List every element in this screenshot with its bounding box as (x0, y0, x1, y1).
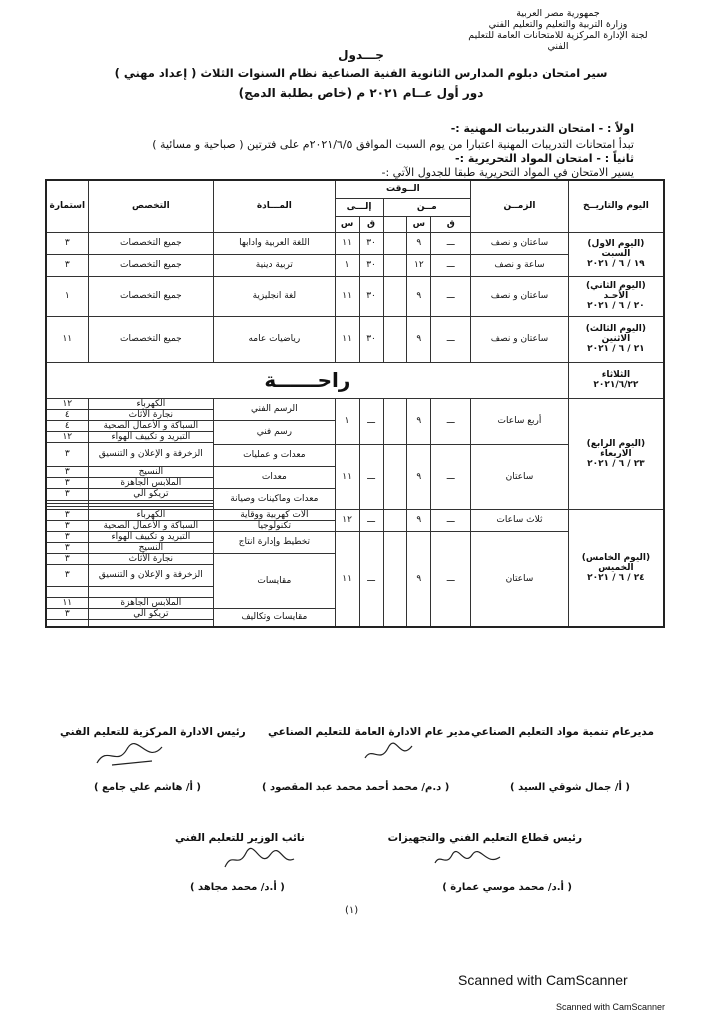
from-min (383, 316, 407, 362)
from-min (383, 276, 407, 316)
duration-cell: ساعتان و نصف (471, 276, 569, 316)
section-first-heading: اولاً : - امتحان التدريبات المهنية :- (450, 122, 634, 135)
specialty-cell: نجارة الأثاث (88, 409, 214, 420)
specialty-spacer (88, 586, 214, 597)
header-day: اليوم والتاريــخ (568, 180, 664, 232)
specialty-cell: جميع التخصصات (88, 316, 214, 362)
header-from-dash (383, 216, 407, 232)
form-cell: ٣ (46, 488, 88, 500)
header-line-3: لجنة الإدارة المركزية للامتحانات العامة للتعليم الفني (468, 30, 648, 52)
day-2-cell: (اليوم الثاني) الأحـد ٢٠ / ٦ / ٢٠٢١ (568, 276, 664, 316)
subject-cell: معدات (214, 466, 336, 488)
specialty-cell: التبريد و تكييف الهواء (88, 531, 214, 542)
day-1-cell: (اليوم الاول) السبت ١٩ / ٦ / ٢٠٢١ (568, 232, 664, 276)
to-hour: ١ (335, 254, 359, 276)
duration-cell: ساعتان (471, 531, 569, 627)
to-min: ـــ (359, 509, 383, 531)
form-cell: ٣ (46, 477, 88, 488)
to-hour: ١١ (335, 276, 359, 316)
from-hour: ٩ (407, 316, 431, 362)
subject-cell: تخطيط وإدارة انتاج (214, 531, 336, 553)
handwritten-signature-5 (220, 845, 300, 875)
signatory-3-name: ( أ/ هاشم علي جامع ) (94, 782, 202, 793)
rest-label: راحــــــة (46, 362, 568, 398)
to-min: ـــ (359, 444, 383, 509)
duration-cell: ساعة و نصف (471, 254, 569, 276)
form-cell: ٣ (46, 608, 88, 619)
subject-cell: تربية دينية (214, 254, 336, 276)
specialty-cell: جميع التخصصات (88, 232, 214, 254)
subject-cell: مقايسات (214, 553, 336, 608)
duration-cell: ثلاث ساعات (471, 509, 569, 531)
to-hour: ١١ (335, 444, 359, 509)
signatory-5-name: ( أ.د/ محمد مجاهد ) (190, 882, 285, 893)
form-cell: ٣ (46, 553, 88, 564)
header-to-h: س (335, 216, 359, 232)
form-cell: ٣ (46, 520, 88, 531)
specialty-cell: الملابس الجاهزة (88, 597, 214, 608)
specialty-cell: الزخرفة و الإعلان و التنسيق (88, 442, 214, 466)
subject-cell: معدات و عمليات (214, 444, 336, 466)
camscanner-watermark: Scanned with CamScanner (458, 972, 628, 988)
subject-cell: تكنولوجيا (214, 520, 336, 531)
to-min: ـــ (359, 398, 383, 444)
handwritten-signature-2 (360, 738, 420, 770)
from-min (383, 444, 407, 509)
to-min: ـــ (359, 531, 383, 627)
from-hour: ٩ (407, 232, 431, 254)
from-min (383, 398, 407, 444)
header-duration: الزمــن (471, 180, 569, 232)
header-time: الــوقت (335, 180, 471, 198)
handwritten-signature-4 (430, 845, 510, 875)
document-subtitle: سير امتحان دبلوم المدارس الثانوية الفنية الصناعية نظام السنوات الثلاث ( إعداد مهني ) (114, 66, 608, 80)
signatory-3-title: رئيس الادارة المركزية للتعليم الفني (60, 726, 246, 738)
signatory-1-title: مديرعام تنمية مواد التعليم الصناعي (471, 726, 654, 738)
header-line-1: جمهورية مصر العربية (516, 8, 600, 19)
duration-cell: ساعتان و نصف (471, 316, 569, 362)
to-min: ٣٠ (359, 232, 383, 254)
from-dash: ـــ (431, 276, 471, 316)
page-number: (١) (345, 905, 359, 916)
header-line-2: وزارة التربية والتعليم والتعليم الفني (488, 19, 628, 30)
section-second-detail: يسير الامتحان في المواد التحريرية طبقا للجدول الآتي :- (381, 166, 634, 179)
signatory-4-name: ( أ.د/ محمد موسي عمارة ) (442, 882, 572, 893)
day-3-cell: (اليوم الثالث) الاثنين ٢١ / ٦ / ٢٠٢١ (568, 316, 664, 362)
from-dash: ـــ (431, 316, 471, 362)
header-from-h: س (407, 216, 431, 232)
subject-cell: لغة انجليزية (214, 276, 336, 316)
form-cell: ٣ (46, 442, 88, 466)
specialty-cell: الكهرباء (88, 509, 214, 520)
specialty-cell: السباكة و الأعمال الصحية (88, 420, 214, 431)
rest-day-cell: الثلاثاء ٢٠٢١/٦/٢٢ (568, 362, 664, 398)
from-dash: ـــ (431, 254, 471, 276)
camscanner-footer: Scanned with CamScanner (556, 1002, 666, 1012)
specialty-cell: التبريد و تكييف الهواء (88, 431, 214, 442)
form-cell: ١ (46, 276, 88, 316)
from-dash: ـــ (431, 509, 471, 531)
ministry-header (458, 8, 658, 52)
form-cell: ١٢ (46, 398, 88, 409)
duration-cell: ساعتان (471, 444, 569, 509)
to-hour: ١١ (335, 232, 359, 254)
from-min (383, 531, 407, 627)
exam-round: دور أول عــام ٢٠٢١ م (خاص بطلبة الدمج) (238, 86, 484, 100)
signatory-4-title: رئيس قطاع التعليم الفني والتجهيزات (387, 832, 582, 844)
from-hour: ٩ (407, 276, 431, 316)
signatory-2-title: مدير عام الادارة العامة للتعليم الصناعي (268, 726, 471, 738)
from-hour: ١٢ (407, 254, 431, 276)
form-cell: ٣ (46, 542, 88, 553)
from-hour: ٩ (407, 531, 431, 627)
specialty-cell: الكهرباء (88, 398, 214, 409)
to-hour: ١١ (335, 316, 359, 362)
header-from: مــن (383, 198, 471, 216)
from-min (383, 254, 407, 276)
from-min (383, 509, 407, 531)
handwritten-signature-3 (92, 735, 172, 775)
specialty-cell: جميع التخصصات (88, 276, 214, 316)
from-dash: ـــ (431, 398, 471, 444)
from-hour: ٩ (407, 444, 431, 509)
signatory-1-name: ( أ/ جمال شوقي السيد ) (510, 782, 630, 793)
subject-cell: رسم فني (214, 420, 336, 444)
to-min: ٣٠ (359, 254, 383, 276)
specialty-cell: تريكو الي (88, 608, 214, 619)
specialty-cell: نجارة الأثاث (88, 553, 214, 564)
to-hour: ١ (335, 398, 359, 444)
header-specialty: التخصص (88, 180, 214, 232)
form-cell: ٣ (46, 564, 88, 586)
header-subject: المـــادة (214, 180, 336, 232)
subject-cell: الرسم الفني (214, 398, 336, 420)
form-cell: ٣ (46, 232, 88, 254)
form-spacer (46, 619, 88, 627)
form-cell: ٣ (46, 509, 88, 520)
to-hour: ١٢ (335, 509, 359, 531)
exam-schedule-table (45, 179, 665, 628)
specialty-cell: جميع التخصصات (88, 254, 214, 276)
day-4-cell: (اليوم الرابع) الاربعاء ٢٣ / ٦ / ٢٠٢١ (568, 398, 664, 509)
to-hour: ١١ (335, 531, 359, 627)
to-min: ٣٠ (359, 316, 383, 362)
header-from-m: ق (431, 216, 471, 232)
section-first-detail: تبدأ امتحانات التدريبات المهنية اعتبارا من يوم السبت الموافق ٢٠٢١/٦/٥م على فترتين ( صباحية و مسائية ) (152, 138, 634, 151)
form-cell: ١٢ (46, 431, 88, 442)
form-cell: ٣ (46, 254, 88, 276)
form-cell: ١١ (46, 316, 88, 362)
specialty-cell: النسيج (88, 466, 214, 477)
specialty-cell: الزخرفة و الإعلان و التنسيق (88, 564, 214, 586)
from-hour: ٩ (407, 398, 431, 444)
duration-cell: ساعتان و نصف (471, 232, 569, 254)
subject-cell: الات كهربية ووقاية (214, 509, 336, 520)
from-dash: ـــ (431, 444, 471, 509)
section-second-heading: ثانياً : - امتحان المواد التحريرية :- (455, 152, 634, 165)
form-cell: ٣ (46, 531, 88, 542)
duration-cell: أربع ساعات (471, 398, 569, 444)
specialty-cell: تريكو الي (88, 488, 214, 500)
specialty-cell: الملابس الجاهزة (88, 477, 214, 488)
to-min: ٣٠ (359, 276, 383, 316)
form-cell: ١١ (46, 597, 88, 608)
form-cell: ٤ (46, 420, 88, 431)
from-min (383, 232, 407, 254)
from-hour: ٩ (407, 509, 431, 531)
specialty-cell: السباكة و الأعمال الصحية (88, 520, 214, 531)
subject-cell: مقايسات وتكاليف (214, 608, 336, 627)
document-title: جـــدول (338, 48, 384, 62)
specialty-spacer (88, 619, 214, 627)
form-cell: ٣ (46, 466, 88, 477)
day-5-cell: (اليوم الخامس) الخميس ٢٤ / ٦ / ٢٠٢١ (568, 509, 664, 627)
signatory-5-title: نائب الوزير للتعليم الفني (175, 832, 305, 844)
header-to: إلـــى (335, 198, 383, 216)
form-cell: ٤ (46, 409, 88, 420)
signatory-2-name: ( د.م/ محمد أحمد محمد عبد المقصود ) (262, 782, 450, 793)
form-spacer (46, 586, 88, 597)
subject-cell: معدات وماكينات وصيانة (214, 488, 336, 509)
subject-cell: رياضيات عامه (214, 316, 336, 362)
subject-cell: اللغة العربية وادابها (214, 232, 336, 254)
header-form: استمارة (46, 180, 88, 232)
from-dash: ـــ (431, 531, 471, 627)
from-dash: ـــ (431, 232, 471, 254)
header-to-m: ق (359, 216, 383, 232)
specialty-cell: النسيج (88, 542, 214, 553)
